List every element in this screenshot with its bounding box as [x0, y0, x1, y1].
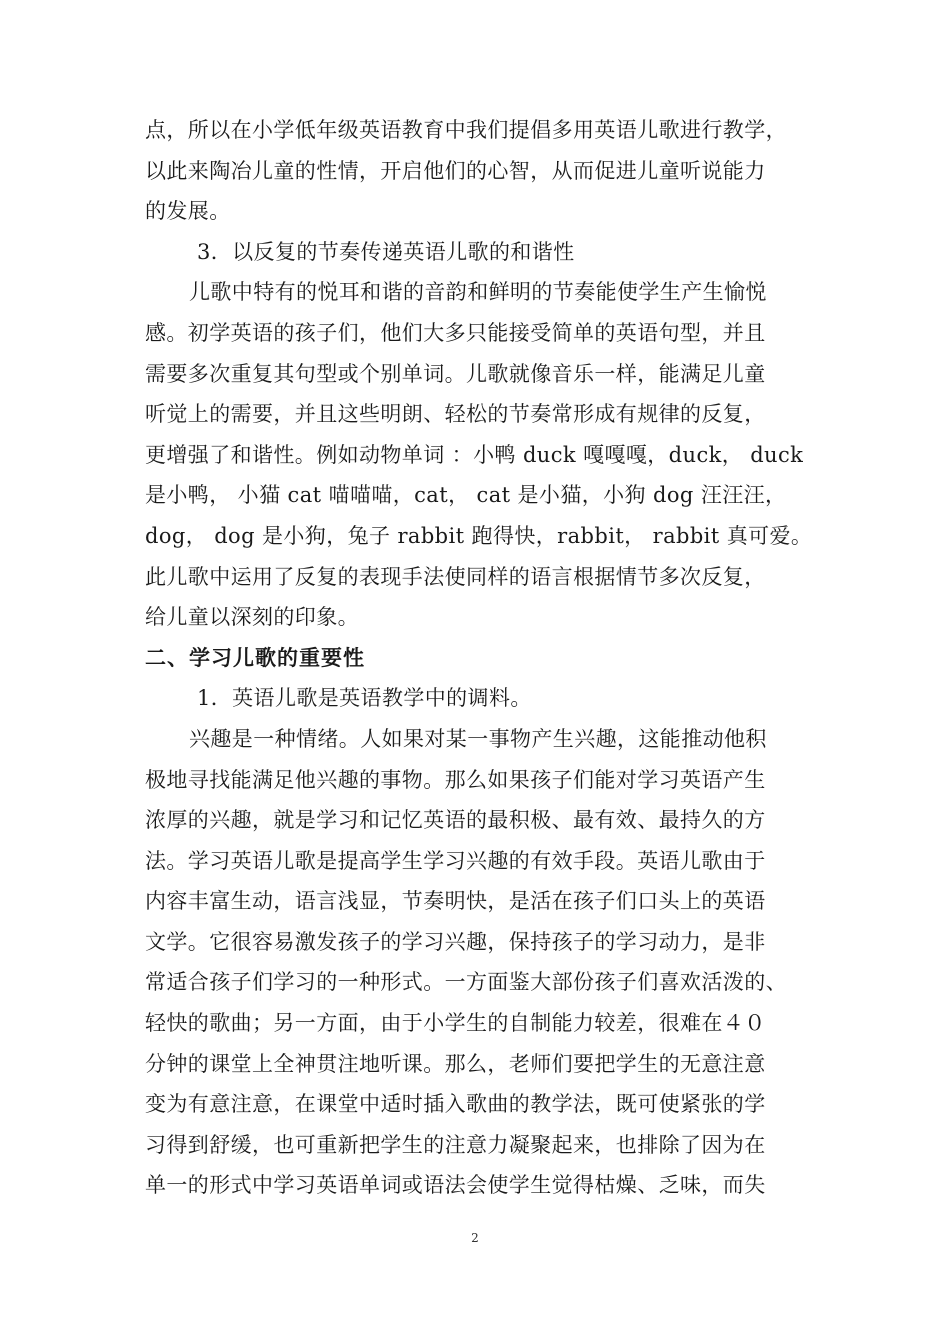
text-line: 是小鸭， 小猫 cat 喵喵喵，cat， cat 是小猫，小狗 dog 汪汪汪， [145, 483, 787, 508]
text-line: 法。学习英语儿歌是提高学生学习兴趣的有效手段。英语儿歌由于 [145, 848, 766, 873]
body-text [145, 110, 825, 1206]
page-number: 2 [471, 1231, 479, 1245]
text-line: 极地寻找能满足他兴趣的事物。那么如果孩子们能对学习英语产生 [145, 767, 766, 792]
text-line: 习得到舒缓，也可重新把学生的注意力凝聚起来，也排除了因为在 [145, 1132, 766, 1157]
text-line: 变为有意注意，在课堂中适时插入歌曲的教学法，既可使紧张的学 [145, 1092, 766, 1117]
paragraph-first-line: 兴趣是一种情绪。人如果对某一事物产生兴趣，这能推动他积 [189, 726, 767, 751]
section-subheading: 3．以反复的节奏传递英语儿歌的和谐性 [197, 239, 575, 264]
text-line: 单一的形式中学习英语单词或语法会使学生觉得枯燥、乏味，而失 [145, 1173, 766, 1198]
text-line: dog， dog 是小狗，兔子 rabbit 跑得快，rabbit， rabbit 真可爱。 [145, 523, 813, 548]
section-heading: 二、学习儿歌的重要性 [145, 645, 365, 670]
text-line: 以此来陶冶儿童的性情，开启他们的心智，从而促进儿童听说能力 [145, 158, 766, 183]
text-line: 常适合孩子们学习的一种形式。一方面鉴大部份孩子们喜欢活泼的、 [145, 970, 787, 995]
text-line: 需要多次重复其句型或个别单词。儿歌就像音乐一样，能满足儿童 [145, 361, 766, 386]
text-line: 轻快的歌曲；另一方面，由于小学生的自制能力较差，很难在４０ [145, 1011, 766, 1036]
text-line: 此儿歌中运用了反复的表现手法使同样的语言根据情节多次反复， [145, 564, 766, 589]
text-line: 点，所以在小学低年级英语教育中我们提倡多用英语儿歌进行教学， [145, 118, 787, 142]
text-line: 的发展。 [145, 199, 231, 224]
text-line: 浓厚的兴趣，就是学习和记忆英语的最积极、最有效、最持久的方 [145, 808, 766, 833]
text-line: 更增强了和谐性。例如动物单词 ：小鸭 duck 嘎嘎嘎，duck， duck [145, 442, 804, 467]
text-line: 感。初学英语的孩子们，他们大多只能接受简单的英语句型，并且 [145, 320, 766, 345]
text-line: 内容丰富生动，语言浅显，节奏明快，是活在孩子们口头上的英语 [145, 889, 766, 914]
text-line: 分钟的课堂上全神贯注地听课。那么，老师们要把学生的无意注意 [145, 1051, 766, 1076]
text-line: 给儿童以深刻的印象。 [145, 605, 359, 630]
text-line: 听觉上的需要，并且这些明朗、轻松的节奏常形成有规律的反复， [145, 402, 766, 427]
text-line: 文学。它很容易激发孩子的学习兴趣，保持孩子的学习动力，是非 [145, 929, 766, 954]
section-subheading: 1．英语儿歌是英语教学中的调料。 [197, 686, 532, 711]
paragraph-first-line: 儿歌中特有的悦耳和谐的音韵和鲜明的节奏能使学生产生愉悦 [189, 280, 767, 305]
